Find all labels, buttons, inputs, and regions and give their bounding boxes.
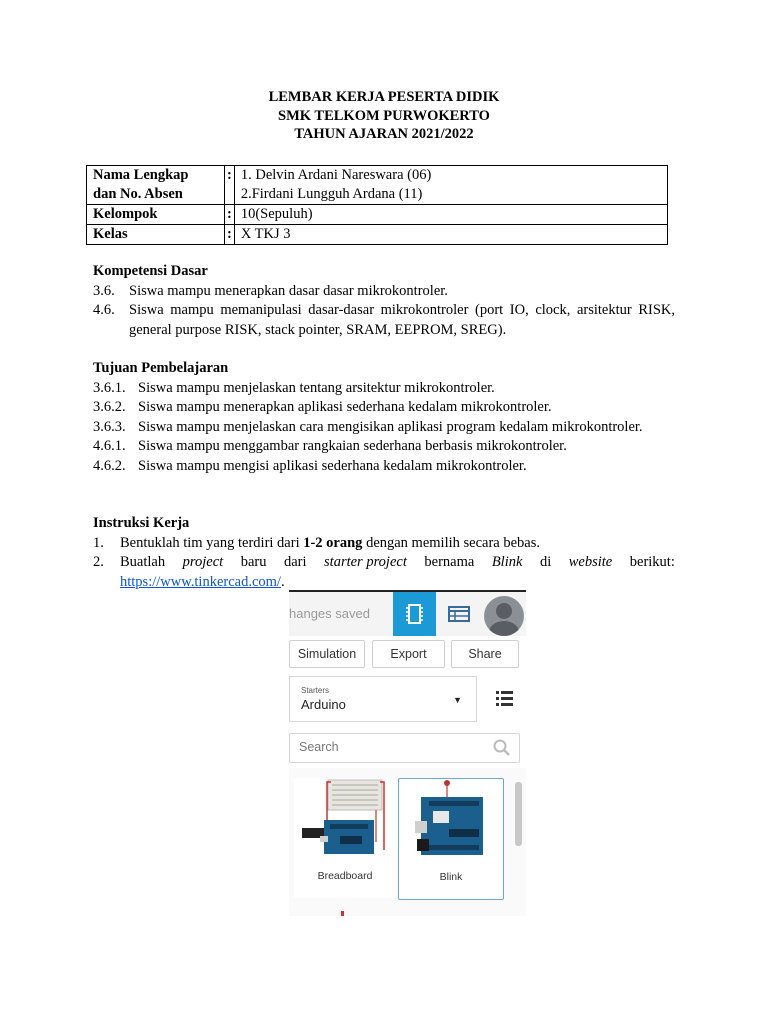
list-item: 1. Bentuklah tim yang terdiri dari 1-2 orang dengan memilih secara bebas.: [93, 534, 540, 551]
section-title: Instruksi Kerja: [93, 515, 190, 531]
list-item: 3.6. Siswa mampu menerapkan dasar dasar mikrokontroler.: [93, 282, 448, 299]
save-status: hanges saved: [289, 606, 370, 621]
starters-dropdown[interactable]: [289, 676, 477, 722]
tinkercad-screenshot: [289, 590, 526, 916]
student-info-table: [86, 165, 668, 245]
list-item: 4.6. Siswa mampu memanipulasi dasar-dasar mikrokontroler (port IO, clock, arsitektur RISK, general purpose RISK, stack pointer, SRAM, EEPROM, SREG).: [93, 302, 675, 338]
card-label: Breadboard: [317, 870, 373, 882]
list-item: 2. Buatlah project baru dari starter project bernama Blink di website berikut: https://www.tinkercad.com/.: [93, 554, 675, 590]
tujuan-section: [93, 359, 675, 476]
name-value: 1. Delvin Ardani Nareswara (06) 2.Firdani Lungguh Ardana (11): [234, 166, 667, 205]
tinkercad-link[interactable]: https://www.tinkercad.com/: [120, 573, 281, 590]
starters-label: Starters: [301, 686, 330, 695]
circuit-view-button[interactable]: [393, 592, 436, 636]
header-school: SMK TELKOM PURWOKERTO: [278, 107, 490, 124]
starter-card-breadboard[interactable]: [294, 778, 396, 898]
instruction-line: Buatlah project baru dari starter project bernama Blink di website berikut:: [120, 554, 675, 570]
search-placeholder: Search: [299, 740, 339, 754]
colon: :: [225, 166, 235, 205]
class-value: X TKJ 3: [234, 225, 667, 245]
list-view-button[interactable]: [439, 592, 479, 636]
starter-card-blink[interactable]: [398, 778, 504, 900]
header-year: TAHUN AJARAN 2021/2022: [294, 126, 474, 142]
simulation-button[interactable]: Simulation: [289, 640, 365, 668]
search-icon: [493, 739, 511, 757]
group-label: Kelompok: [87, 205, 225, 225]
list-item: 4.6.2. Siswa mampu mengisi aplikasi sederhana kedalam mikrokontroler.: [93, 457, 527, 474]
avatar[interactable]: [484, 596, 524, 636]
card-label: Blink: [439, 871, 463, 883]
starters-panel: [289, 768, 526, 916]
circuit-icon: [393, 592, 436, 636]
table-row: [87, 205, 668, 225]
breadboard-thumbnail: [294, 778, 396, 868]
section-title: Tujuan Pembelajaran: [93, 360, 229, 376]
header-title: LEMBAR KERJA PESERTA DIDIK: [268, 89, 500, 105]
document-header: [0, 88, 768, 144]
table-row: [87, 225, 668, 245]
group-value: 10(Sepuluh): [234, 205, 667, 225]
colon: :: [225, 225, 235, 245]
instruksi-section: [93, 514, 675, 592]
menu-list-icon: [484, 676, 524, 720]
export-button[interactable]: Export: [372, 640, 445, 668]
menu-list-button[interactable]: [484, 676, 524, 720]
section-title: Kompetensi Dasar: [93, 263, 208, 279]
share-button[interactable]: Share: [451, 640, 519, 668]
search-input[interactable]: [289, 733, 520, 763]
colon: :: [225, 205, 235, 225]
next-row-fragment: [341, 911, 344, 916]
dropdown-caret-icon: ▼: [453, 695, 462, 705]
list-item: 4.6.1. Siswa mampu menggambar rangkaian sederhana berbasis mikrokontroler.: [93, 438, 567, 454]
class-label: Kelas: [87, 225, 225, 245]
list-item: 3.6.2. Siswa mampu menerapkan aplikasi sederhana kedalam mikrokontroler.: [93, 399, 552, 415]
arduino-thumbnail: [399, 779, 503, 869]
name-label: Nama Lengkap dan No. Absen: [87, 166, 225, 205]
top-bar: [289, 590, 526, 636]
kompetensi-section: [93, 262, 675, 340]
avatar-icon: [484, 596, 524, 636]
table-row: [87, 166, 668, 205]
starters-value: Arduino: [301, 697, 346, 712]
list-view-icon: [439, 592, 479, 636]
scrollbar[interactable]: [515, 782, 522, 846]
list-item: 3.6.1. Siswa mampu menjelaskan tentang arsitektur mikrokontroler.: [93, 379, 495, 396]
list-item: 3.6.3. Siswa mampu menjelaskan cara mengisikan aplikasi program kedalam mikrokontroler.: [93, 418, 643, 435]
